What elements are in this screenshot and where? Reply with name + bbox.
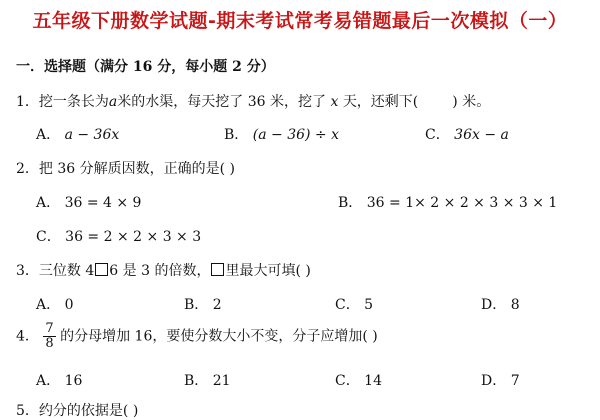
- option-a: [36, 294, 74, 314]
- question-text: 挖一条长为: [38, 94, 109, 110]
- option-label: B．: [184, 297, 209, 313]
- option-label: C．: [335, 373, 360, 389]
- option-value: 7: [510, 373, 520, 389]
- fraction-numerator: 7: [45, 321, 54, 336]
- option-value: 36 = 1× 2 × 2 × 3 × 3 × 1: [366, 195, 558, 211]
- option-label: B．: [338, 195, 363, 211]
- option-c: [425, 124, 509, 144]
- question-text: 的分母增加 16，要使分数大小不变，分子应增加( ): [60, 328, 378, 345]
- option-value: 14: [364, 373, 382, 389]
- page-title: 五年级下册数学试题-期末考试常考易错题最后一次模拟（一）: [32, 10, 568, 32]
- option-a: [36, 124, 119, 144]
- option-b: [184, 370, 231, 390]
- square-box-icon: [211, 263, 224, 276]
- question-text: 三位数 4: [38, 263, 95, 279]
- question-number: 2．: [16, 161, 39, 177]
- option-value: 21: [212, 373, 231, 389]
- question-text: ) 米。: [452, 94, 491, 110]
- question-text: 约分的依据是( ): [38, 403, 139, 419]
- option-b: [224, 124, 339, 144]
- option-c: [36, 226, 201, 246]
- question-number: 3．: [16, 263, 39, 279]
- variable-a: a: [108, 94, 118, 110]
- option-c: [335, 370, 382, 390]
- option-label: D．: [481, 297, 507, 313]
- option-value: 0: [64, 297, 74, 313]
- question-number: 4．: [16, 328, 39, 345]
- option-label: D．: [481, 373, 507, 389]
- option-label: B．: [224, 127, 249, 143]
- option-value: 36 = 2 × 2 × 3 × 3: [65, 229, 202, 245]
- question-4: [16, 322, 378, 351]
- question-1: [16, 91, 490, 111]
- option-a: [36, 192, 141, 212]
- option-label: A．: [36, 297, 61, 313]
- option-label: A．: [36, 195, 61, 211]
- option-label: C．: [425, 127, 450, 143]
- option-value: 5: [364, 297, 374, 313]
- option-label: C．: [335, 297, 360, 313]
- question-5: [16, 400, 138, 420]
- option-c: [335, 294, 373, 314]
- question-text: 里最大可填( ): [225, 263, 311, 279]
- square-box-icon: [95, 263, 108, 276]
- option-value: a − 36x: [64, 127, 120, 143]
- section-heading: 一．选择题（满分 16 分，每小题 2 分）: [16, 59, 275, 75]
- option-a: [36, 370, 82, 390]
- fraction-denominator: 8: [45, 336, 54, 351]
- option-value: 2: [212, 297, 222, 313]
- fraction: [43, 322, 55, 351]
- option-value: 16: [64, 373, 83, 389]
- option-value: 36 = 4 × 9: [64, 195, 142, 211]
- option-d: [481, 294, 520, 314]
- question-number: 5．: [16, 403, 39, 419]
- option-label: A．: [36, 373, 61, 389]
- question-number: 1．: [16, 94, 39, 110]
- option-value: 8: [510, 297, 520, 313]
- option-d: [481, 370, 520, 390]
- question-2: [16, 158, 235, 178]
- option-value: (a − 36) ÷ x: [252, 127, 339, 143]
- option-label: B．: [184, 373, 209, 389]
- option-label: C．: [36, 229, 61, 245]
- variable-x: x: [330, 94, 339, 110]
- question-text: 天，还剩下(: [342, 94, 419, 110]
- question-3: [16, 260, 311, 280]
- question-text: 把 36 分解质因数，正确的是( ): [38, 161, 236, 177]
- question-text: 米的水渠，每天挖了 36 米，挖了: [117, 94, 326, 110]
- option-value: 36x − a: [454, 127, 509, 143]
- option-label: A．: [36, 127, 61, 143]
- option-b: [184, 294, 222, 314]
- question-text: 6 是 3 的倍数，: [109, 263, 211, 279]
- option-b: [338, 192, 557, 212]
